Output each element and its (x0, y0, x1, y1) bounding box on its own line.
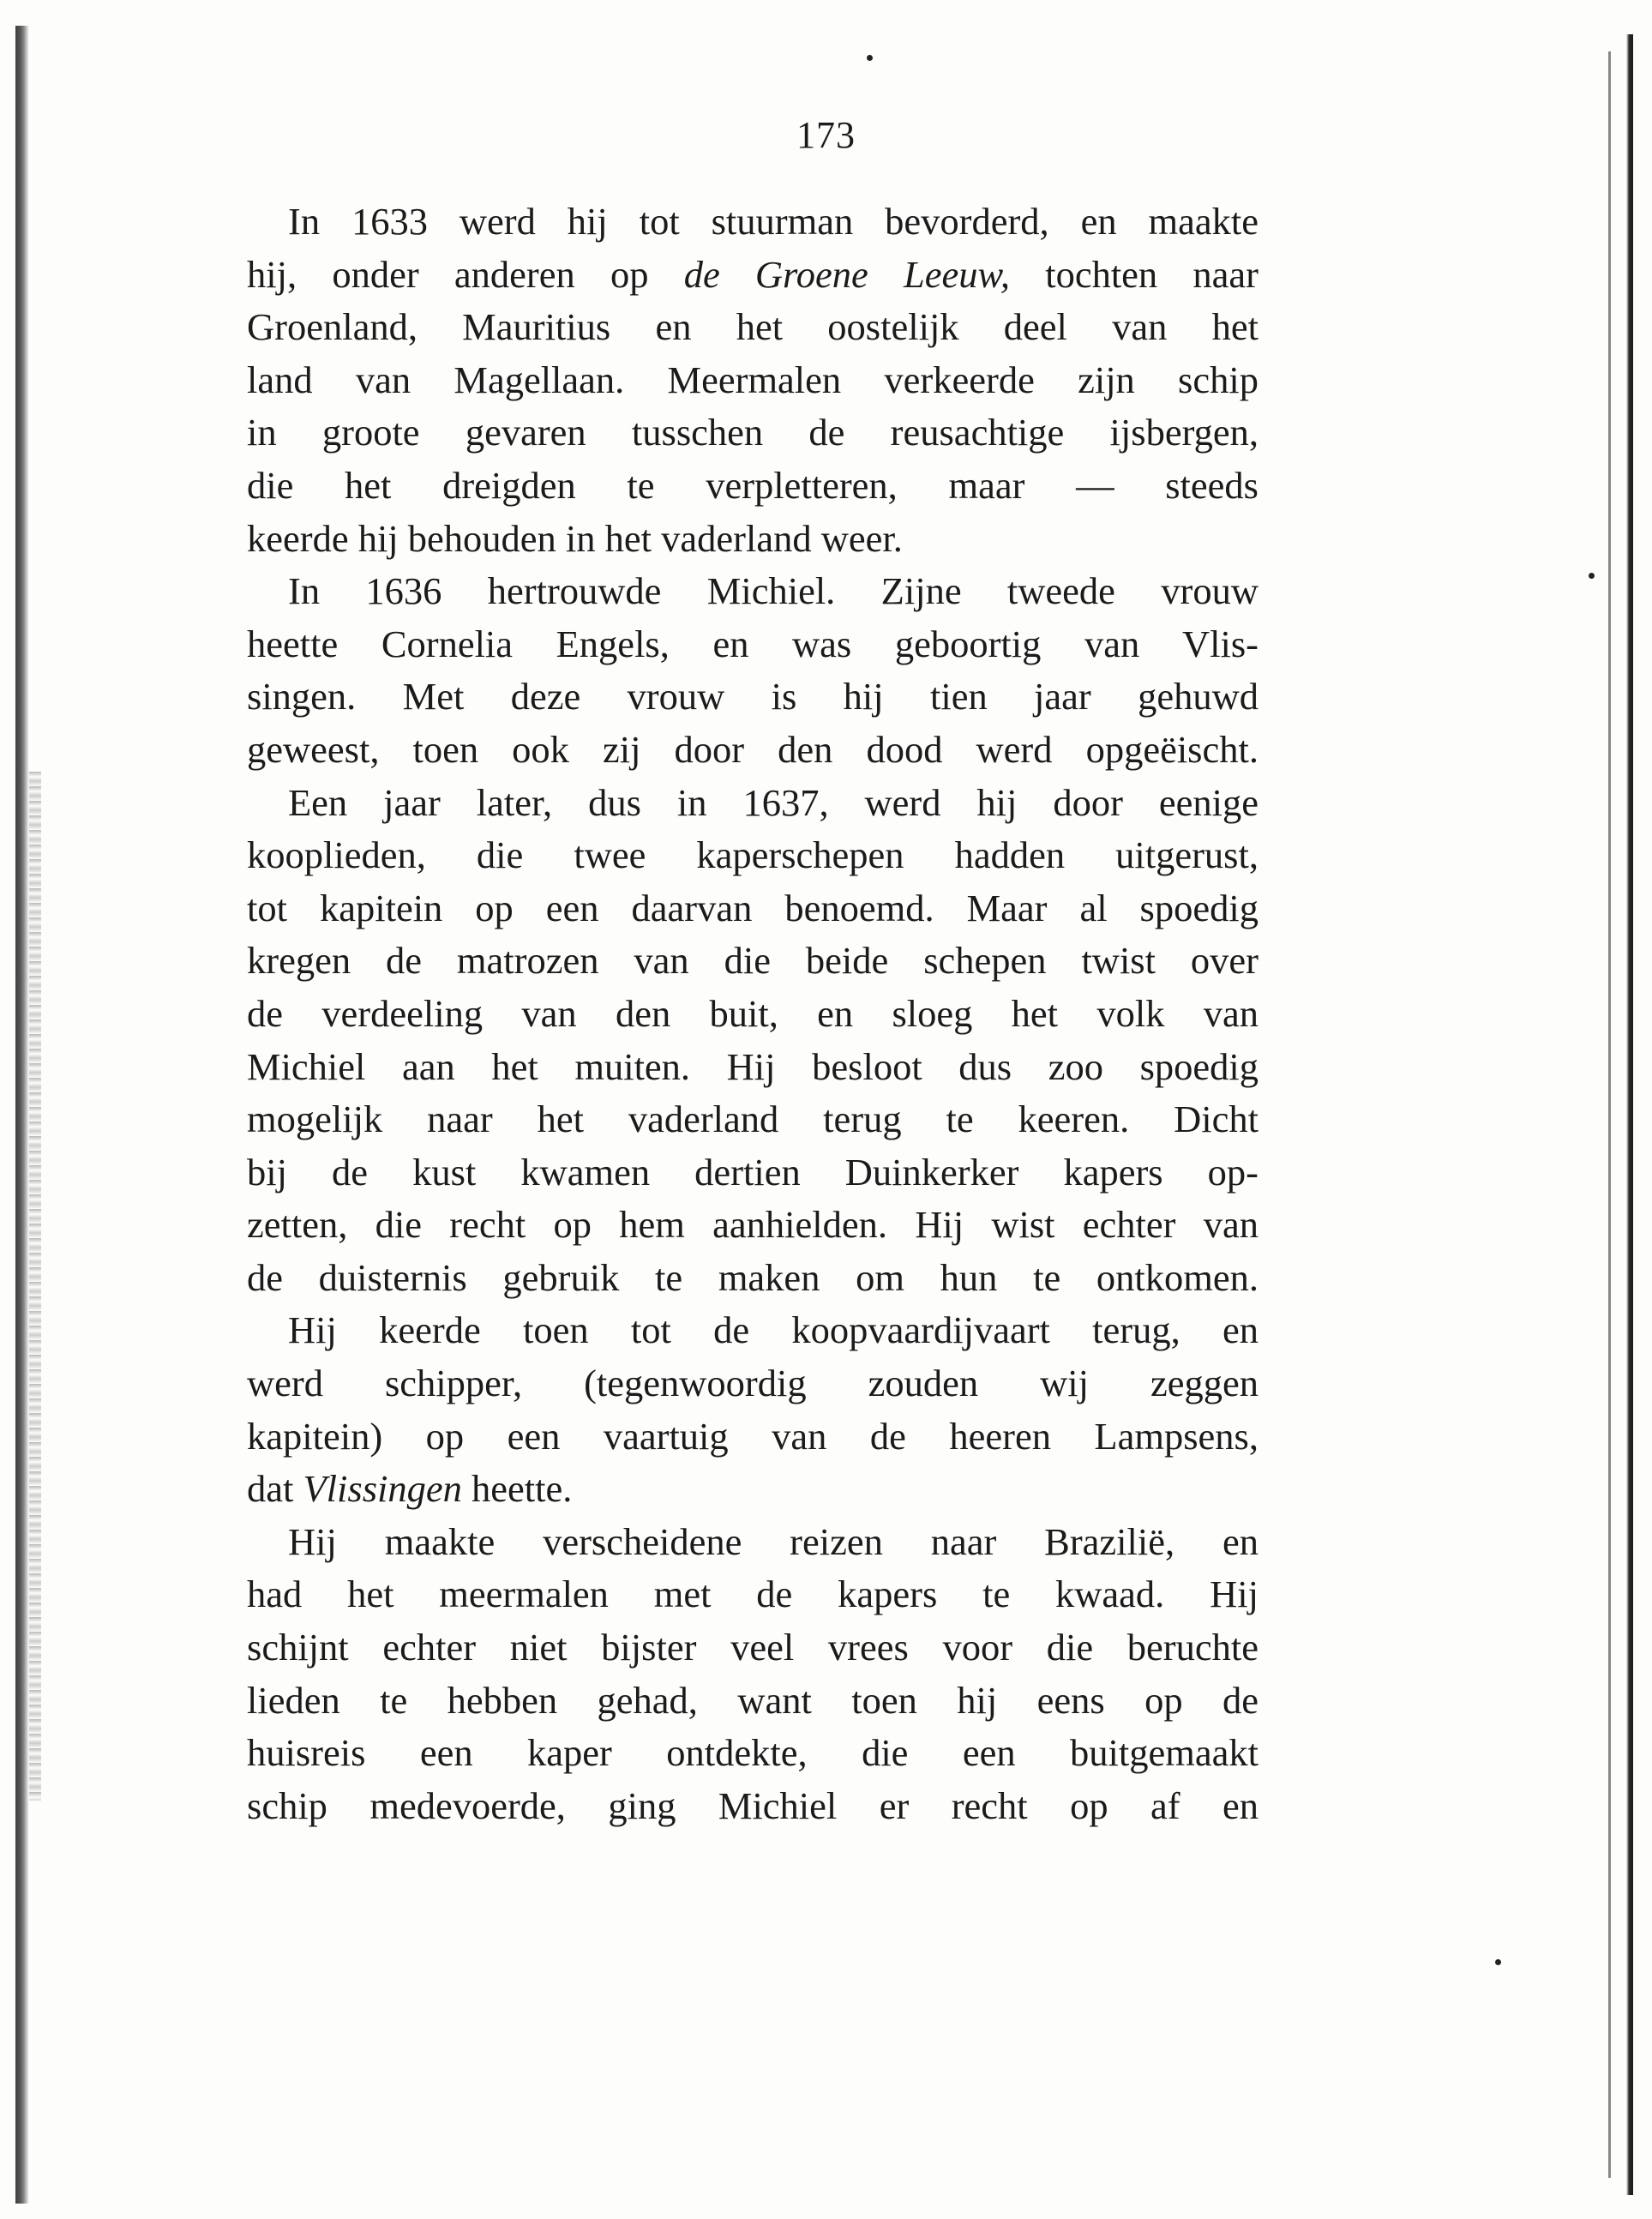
text-line: schijnt echter niet bijster veel vrees voor die beruchte (247, 1626, 1259, 1669)
text-line: Groenland, Mauritius en het oostelijk deel van het (247, 305, 1259, 349)
text-line: de duisternis gebruik te maken om hun te ontkomen. (247, 1255, 1259, 1299)
text-line: Hij keerde toen tot de koopvaardijvaart terug, en (288, 1308, 1259, 1352)
text-line: kregen de matrozen van die beide schepen twist over (247, 939, 1259, 983)
text-line: keerde hij behouden in het vaderland weer. (247, 516, 903, 560)
scan-speck (1589, 573, 1595, 579)
text-line: In 1636 hertrouwde Michiel. Zijne tweede vrouw (288, 569, 1259, 613)
text-line: Een jaar later, dus in 1637, werd hij door eenige (288, 780, 1259, 824)
scan-left-edge (15, 26, 29, 2204)
text-line: Michiel aan het muiten. Hij besloot dus zoo spoedig (247, 1044, 1259, 1088)
text-line: kooplieden, die twee kaperschepen hadden uitgerust, (247, 833, 1259, 877)
text-line: land van Magellaan. Meermalen verkeerde zijn schip (247, 358, 1259, 401)
italic-ship-name: de Groene Leeuw, (683, 252, 1010, 296)
text-line: geweest, toen ook zij door den dood werd opgeëischt. (247, 727, 1259, 771)
text-line: heette Cornelia Engels, en was geboortig van Vlis- (247, 622, 1259, 665)
text-line: huisreis een kaper ontdekte, die een buitgemaakt (247, 1731, 1259, 1775)
text-line: schip medevoerde, ging Michiel er recht op af en (247, 1783, 1259, 1827)
text-line: hij, onder anderen op de Groene Leeuw, tochten naar (247, 252, 1259, 296)
text-line: dat Vlissingen heette. (247, 1467, 573, 1511)
text-line: de verdeeling van den buit, en sloeg het volk van (247, 991, 1259, 1035)
text-line: bij de kust kwamen dertien Duinkerker kapers op- (247, 1150, 1259, 1194)
body-text (247, 195, 1259, 1832)
text-line: zetten, die recht op hem aanhielden. Hij wist echter van (247, 1203, 1259, 1247)
text-line: die het dreigden te verpletteren, maar — steeds (247, 463, 1259, 507)
scan-right-edge-line (1608, 51, 1611, 2178)
scan-left-speckle (29, 772, 41, 1801)
text-line: lieden te hebben gehad, want toen hij eens op de (247, 1678, 1259, 1722)
page-number: 173 (796, 114, 856, 156)
text-line: tot kapitein op een daarvan benoemd. Maar al spoedig (247, 886, 1259, 929)
scan-right-edge (1626, 34, 1633, 2195)
scan-speck (1495, 1959, 1501, 1965)
text-line: had het meermalen met de kapers te kwaad. Hij (247, 1573, 1259, 1616)
text-line: In 1633 werd hij tot stuurman bevorderd, en maakte (288, 200, 1259, 243)
text-line: in groote gevaren tusschen de reusachtige ijsbergen, (247, 411, 1259, 454)
text-line: kapitein) op een vaartuig van de heeren Lampsens, (247, 1414, 1259, 1458)
scan-speck (867, 55, 873, 61)
text-line: Hij maakte verscheidene reizen naar Brazilië, en (288, 1519, 1259, 1563)
text-line: mogelijk naar het vaderland terug te keeren. Dicht (247, 1097, 1259, 1141)
italic-ship-name: Vlissingen (303, 1467, 462, 1511)
text-line: werd schipper, (tegenwoordig zouden wij zeggen (247, 1362, 1259, 1405)
text-line: singen. Met deze vrouw is hij tien jaar gehuwd (247, 675, 1259, 719)
